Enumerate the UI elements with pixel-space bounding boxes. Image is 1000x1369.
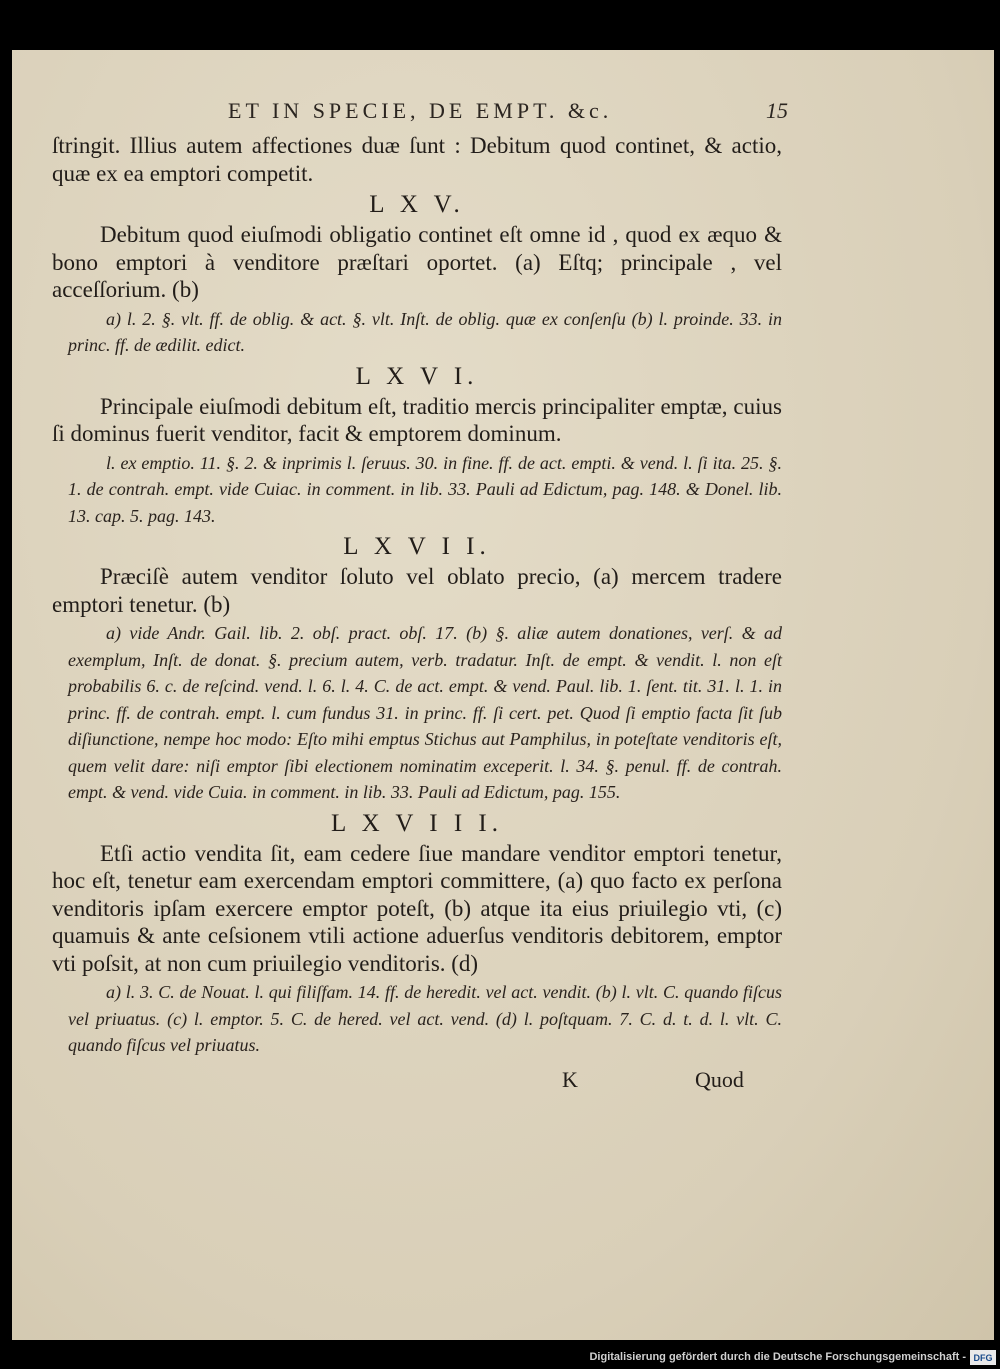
dfg-logo-icon: DFG [970,1350,996,1365]
page-number: 15 [766,98,788,123]
running-title: ET IN SPECIE, DE EMPT. &c. [228,98,613,123]
section-heading-66: L X V I. [355,362,479,390]
note-66: l. ex emptio. 11. §. 2. & inprimis l. ſeruus. 30. in fine. ff. de act. empti. & vend. l. ſi ita. 25. §. 1. de contrah. empt. vide Cuiac. in comment. in lib. 33. Pauli ad Edictum, pag. 148. & Donel. lib. 13. cap. 5. pag. 143. [68,452,782,526]
book-page [12,50,994,1340]
running-header [228,98,788,124]
paragraph-68: Etſi actio vendita ſit, eam cedere ſiue mandare venditor emptori tenetur, hoc eſt, tenetur eam exercendam emptori committere, (a) quo facto ex perſona venditoris ipſam exercere emptor poteſt, (b) atque ita eius priuilegio vti, (c) quamuis & ante ceſsionem vtili actione aduerſus venditoris debitorem, emptor vti poſsit, at non cum priuilegio venditoris. (d) [52,840,782,976]
page-footer [52,1067,782,1097]
paragraph-continuation: ſtringit. Illius autem affectiones duæ ſunt : Debitum quod continet, & actio, quæ ex ea emptori competit. [52,133,782,186]
note-67: a) vide Andr. Gail. lib. 2. obſ. pract. obſ. 17. (b) §. aliæ autem donationes, verſ. & ad exemplum, Inſt. de donat. §. precium autem, verb. tradatur. Inſt. de empt. & vendit. l. non eſt probabilis 6. c. de reſcind. vend. l. 6. l. 4. C. de act. empt. & vend. Paul. lib. 1. ſent. tit. 31. l. 1. in princ. ff. de contrah. empt. l. cum fundus 31. in princ. ff. ſi cert. pet. Quod ſi emptio facta ſit ſub diſiunctione, nempe hoc modo: Eſto mihi emptus Stichus aut Pamphilus, in poteſtate venditoris eſt, quem velit dare: niſi emptor ſibi electionem nominatim exceperit. l. 34. §. penul. ff. de contrah. empt. & vend. vide Cuia. in comment. in lib. 33. Pauli ad Edictum, pag. 155. [68,623,782,802]
section-heading-67: L X V I I. [343,533,491,560]
section-heading-65: L X V. [369,191,465,218]
main-text [52,132,782,1097]
digitization-credit: Digitalisierung gefördert durch die Deutsche Forschungsgemeinschaft - [589,1351,966,1363]
paragraph-65: Debitum quod eiuſmodi obligatio continet eſt omne id , quod ex æquo & bono emptori à venditore præſtari oportet. (a) Eſtq; principale , vel acceſſorium. (b) [52,222,782,302]
section-heading-68: L X V I I I. [330,809,504,837]
note-68: a) l. 3. C. de Nouat. l. qui filiſfam. 14. ff. de heredit. vel act. vendit. (b) l. vlt. C. quando fiſcus vel priuatus. (c) l. emptor. 5. C. de hered. vel act. vend. (d) l. poſtquam. 7. C. d. t. d. l. vlt. C. quando fiſcus vel priuatus. [68,982,782,1055]
paragraph-67: Præciſè autem venditor ſoluto vel oblato precio, (a) mercem tradere emptori tenetur. (b) [52,564,782,617]
paragraph-66: Principale eiuſmodi debitum eſt, traditio mercis principaliter emptæ, cuius ſi dominus fuerit venditor, facit & emptorem dominum. [52,393,782,446]
catchword: Quod [695,1066,744,1092]
note-65: a) l. 2. §. vlt. ff. de oblig. & act. §. vlt. Inſt. de oblig. quæ ex conſenſu (b) l. proinde. 33. in princ. ff. de ædilit. edict. [68,308,782,355]
signature-mark: K [562,1066,578,1092]
